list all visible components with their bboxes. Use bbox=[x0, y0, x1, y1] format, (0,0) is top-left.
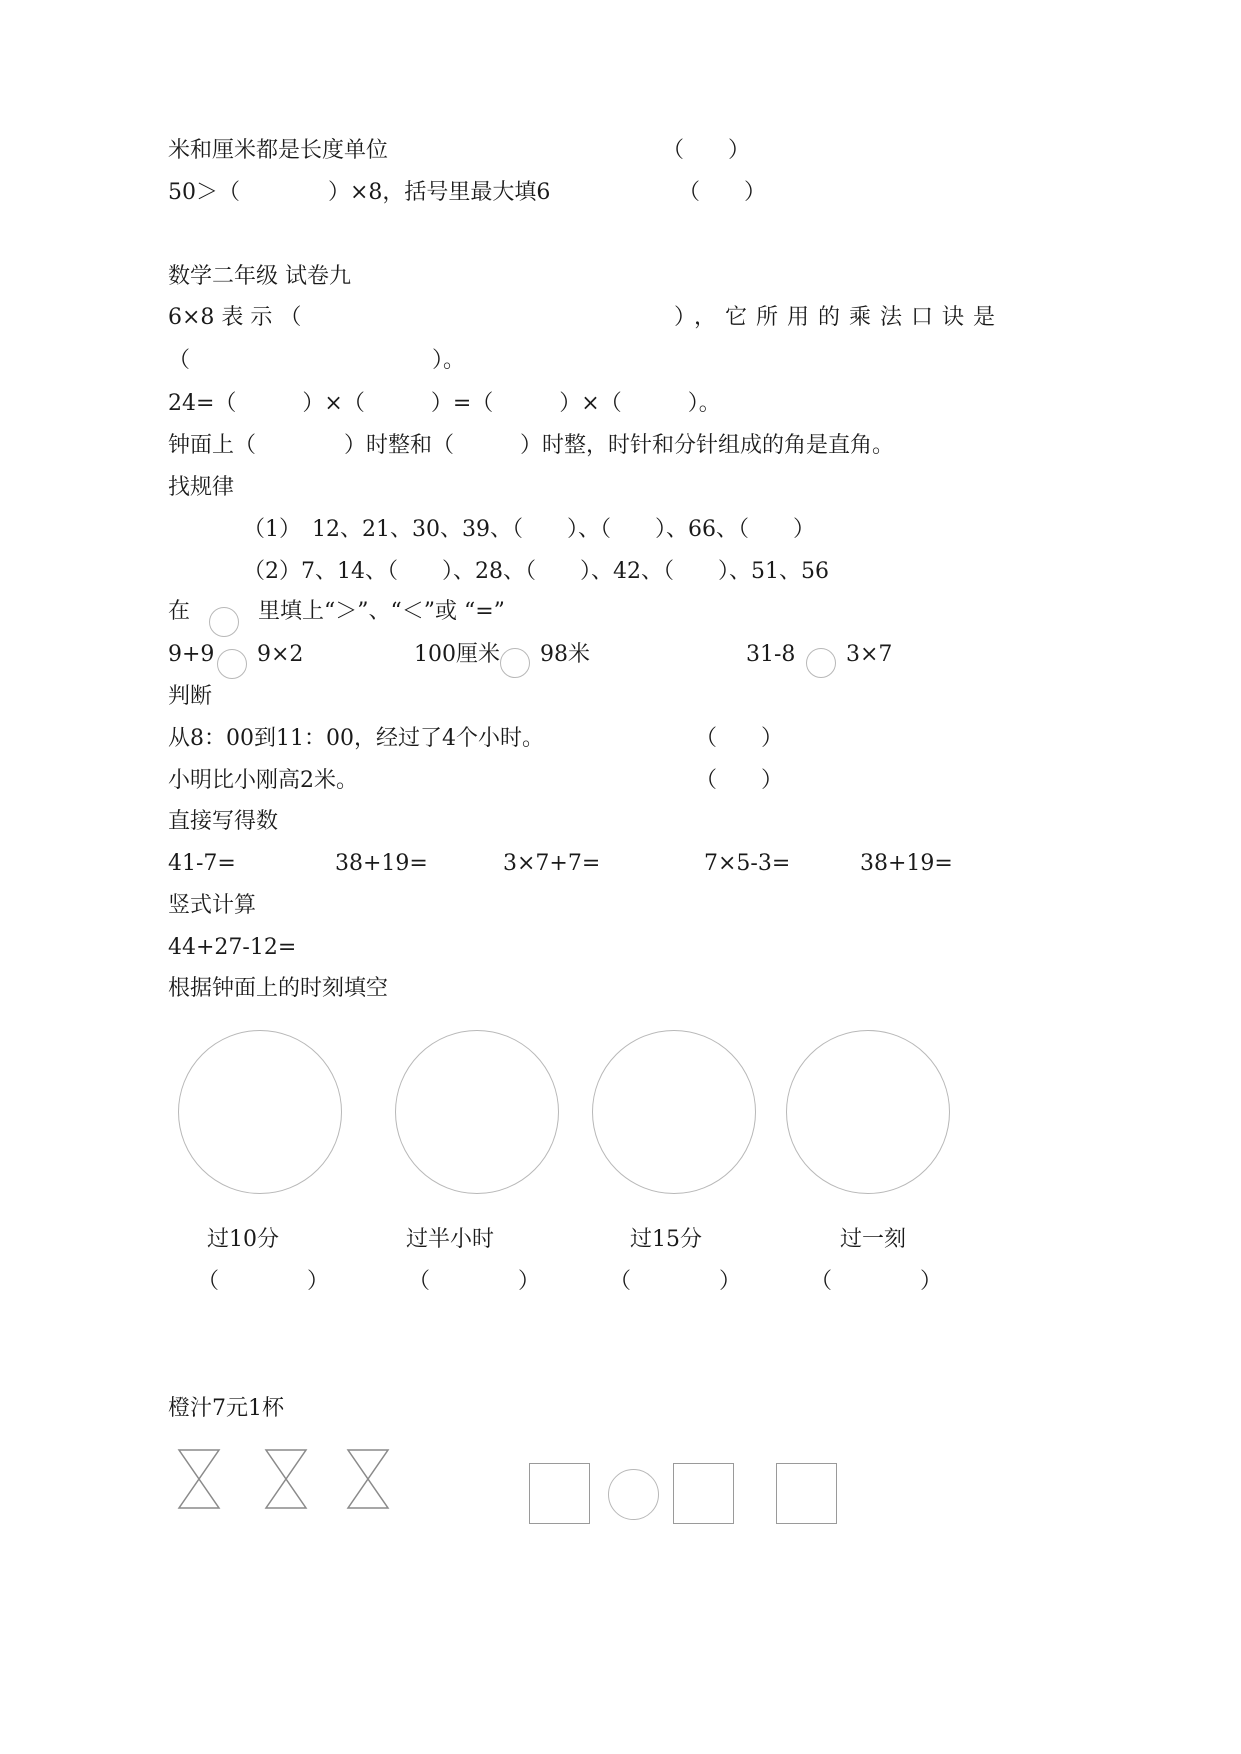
answer-box[interactable] bbox=[673, 1463, 734, 1524]
answer-paren[interactable]: （ ） bbox=[678, 180, 767, 205]
operator-circle[interactable] bbox=[608, 1469, 659, 1520]
vertical-title: 竖式计算 bbox=[168, 893, 257, 918]
juice-price: 橙汁7元1杯 bbox=[168, 1396, 284, 1421]
direct-item: 41-7= bbox=[168, 851, 236, 876]
direct-item: 3×7+7= bbox=[503, 851, 601, 876]
compare-right-1: 9×2 bbox=[257, 642, 304, 667]
compare-instruction-prefix: 在 bbox=[168, 599, 191, 624]
q-6x8-line2: （ ）。 bbox=[168, 348, 466, 373]
compare-left-2: 100厘米 bbox=[414, 642, 500, 667]
clock-face-4 bbox=[786, 1030, 950, 1194]
compare-right-2: 98米 bbox=[540, 642, 590, 667]
direct-item: 7×5-3= bbox=[704, 851, 791, 876]
direct-item: 38+19= bbox=[860, 851, 953, 876]
pattern-line-2: （2）7、14、（ ）、28、（ ）、42、（ ）、51、56 bbox=[243, 559, 829, 584]
compare-instruction-suffix: 里填上“＞”、“＜”或 “=” bbox=[258, 599, 505, 624]
judge-statement-2: 小明比小刚高2米。 bbox=[168, 768, 358, 793]
cup-icon bbox=[347, 1449, 389, 1509]
compare-left-1: 9+9 bbox=[168, 642, 215, 667]
compare-answer-circle[interactable] bbox=[806, 648, 836, 678]
compare-left-3: 31-8 bbox=[746, 642, 796, 667]
judge-statement-1: 从8：00到11：00，经过了4个小时。 bbox=[168, 726, 544, 751]
cup-icon bbox=[265, 1449, 307, 1509]
answer-box[interactable] bbox=[776, 1463, 837, 1524]
compare-circle-icon bbox=[209, 607, 239, 637]
statement-max-fill: 50＞（ ）×8，括号里最大填6 bbox=[168, 180, 551, 205]
cup-icon bbox=[178, 1449, 220, 1509]
vertical-item: 44+27-12= bbox=[168, 935, 297, 960]
judge-title: 判断 bbox=[168, 684, 213, 709]
clock-answer-paren[interactable]: （ ） bbox=[197, 1269, 330, 1294]
answer-paren[interactable]: （ ） bbox=[662, 138, 751, 163]
clock-caption-1: 过10分 bbox=[207, 1227, 279, 1252]
clock-answer-paren[interactable]: （ ） bbox=[408, 1269, 541, 1294]
clock-face-2 bbox=[395, 1030, 559, 1194]
clock-face-3 bbox=[592, 1030, 756, 1194]
q-24-factors: 24=（ ）×（ ）=（ ）×（ ）。 bbox=[168, 391, 721, 416]
direct-item: 38+19= bbox=[335, 851, 428, 876]
compare-answer-circle[interactable] bbox=[500, 648, 530, 678]
clock-answer-paren[interactable]: （ ） bbox=[810, 1269, 943, 1294]
compare-answer-circle[interactable] bbox=[217, 649, 247, 679]
clock-answer-paren[interactable]: （ ） bbox=[609, 1269, 742, 1294]
answer-paren[interactable]: （ ） bbox=[695, 726, 784, 751]
pattern-line-1: （1） 12、21、30、39、（ ）、（ ）、66、（ ） bbox=[243, 517, 815, 542]
pattern-title: 找规律 bbox=[168, 475, 235, 500]
answer-box[interactable] bbox=[529, 1463, 590, 1524]
clock-caption-2: 过半小时 bbox=[406, 1227, 495, 1252]
clock-face-1 bbox=[178, 1030, 342, 1194]
direct-title: 直接写得数 bbox=[168, 809, 279, 834]
exam-title: 数学二年级 试卷九 bbox=[168, 264, 351, 289]
compare-right-3: 3×7 bbox=[846, 642, 893, 667]
q-6x8-part2: ），它所用的乘法口诀是 bbox=[674, 305, 1005, 330]
answer-paren[interactable]: （ ） bbox=[695, 768, 784, 793]
statement-length-units: 米和厘米都是长度单位 bbox=[168, 138, 389, 163]
clock-caption-4: 过一刻 bbox=[840, 1227, 907, 1252]
clock-caption-3: 过15分 bbox=[630, 1227, 702, 1252]
clocks-title: 根据钟面上的时刻填空 bbox=[168, 976, 389, 1001]
q-clock-right-angle: 钟面上（ ）时整和（ ）时整，时针和分针组成的角是直角。 bbox=[168, 433, 895, 458]
q-6x8-part1: 6×8 表 示 （ bbox=[168, 305, 302, 330]
